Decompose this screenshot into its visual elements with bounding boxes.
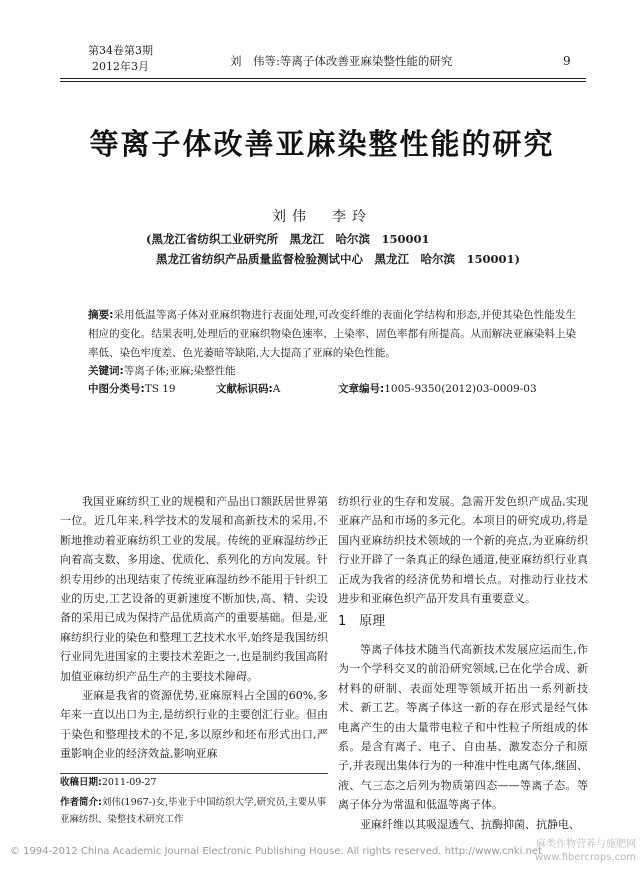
running-title: 刘 伟等:等离子体改善亚麻染整性能的研究: [230, 54, 453, 68]
paper-title: 等离子体改善亚麻染整性能的研究: [89, 127, 555, 161]
document-code: [216, 380, 280, 398]
page-number: 9: [563, 54, 571, 68]
clc-label: 中图分类号:: [88, 383, 145, 395]
keywords-text: 等离子体;亚麻;染整性能: [123, 365, 236, 377]
body-paragraph: 等离子体技术随当代高新技术发展应运而生,作为一个学科交叉的前沿研究领域,已在化学合成、新材料的研制、表面处理等领域开拓出一系列新技术、新工艺。等离子体这一新的存在形式是经气体电离产生的由大量带电粒子和中性粒子所组成的体系。是含有离子、电子、自由基、激发态分子和原子,并表现出集体行为的一种准中性电离气体,继固、液、气三态之后列为物质第四态——等离子态。等离子体分为常温和低温等离子体。: [338, 643, 588, 812]
right-column-top: [338, 492, 588, 608]
doc-value: A: [272, 383, 281, 395]
affiliation-1: (黑龙江省纺织工业研究所 黑龙江 哈尔滨 150001: [146, 232, 430, 246]
copyright-notice: © 1994-2012 China Academic Journal Electronic Publishing House. All rights reserved. http://www.cnki.net: [10, 846, 542, 857]
abstract-text: 采用低温等离子体对亚麻织物进行表面处理,可改变纤维的表面化学结构和形态,并使其染色性能发生相应的变化。结果表明,处理后的亚麻织物染色速率、上染率、固色率都有所提高。从而解决亚麻染料上染率低、染色牢度差、色光萎暗等缺陷,大大提高了亚麻的染色性能。: [88, 309, 576, 359]
clc-number: [88, 380, 176, 398]
section-heading: 1 原理: [338, 614, 386, 629]
keywords-label: 关键词:: [88, 365, 124, 377]
received-label: 收稿日期:: [60, 777, 102, 788]
bio-text: 刘伟(1967-)女,毕业于中国纺织大学,研究员,主要从事亚麻纺织、染整技术研究工作: [60, 797, 327, 825]
doc-label: 文献标识码:: [216, 383, 273, 395]
body-paragraph: 我国亚麻纺织工业的规模和产品出口额跃居世界第一位。近几年来,科学技术的发展和高新技术的采用,不断地推动着亚麻纺织工业的发展。传统的亚麻湿纺纱正向着高支数、多用途、优质化、系列化的方向发展。针织专用纱的出现结束了传统亚麻湿纺纱不能用于针织工业的历史,工艺设备的更新速度不断加快,高、精、尖设备的采用已成为保持产品优质高产的重要基础。但是,亚麻纺织行业的染色和整理工艺技术水平,始终是我国纺织行业同先进国家的主要技术差距之一,也是制约我国高附加值亚麻纺织产品生产的主要技术障碍。: [60, 495, 328, 683]
author-bio: [60, 794, 328, 828]
received-value: 2011-09-27: [101, 777, 157, 788]
paper-authors: 刘伟 李玲: [272, 209, 372, 225]
left-column: [60, 492, 328, 764]
keywords: [88, 362, 236, 380]
watermark-line-1: 麻类作物营养与施肥网: [536, 839, 636, 850]
right-column-bottom: [338, 640, 588, 834]
bio-label: 作者简介:: [60, 797, 102, 808]
affiliation-2: 黑龙江省纺织产品质量监督检验测试中心 黑龙江 哈尔滨 150001): [156, 252, 520, 266]
received-date: [60, 774, 328, 791]
clc-value: TS 19: [144, 383, 176, 395]
watermark: [535, 838, 636, 864]
watermark-line-2: www.fibercrops.com: [534, 852, 636, 863]
abstract-label: 摘要:: [88, 309, 114, 321]
body-paragraph: 亚麻纤维以其吸湿透气、抗酶抑菌、抗静电、: [360, 817, 580, 831]
journal-volume: 第34卷第3期: [88, 44, 153, 57]
header-rule-double: [60, 81, 586, 82]
header-rule: [60, 78, 586, 79]
journal-date: 2012年3月: [92, 60, 149, 73]
article-value: 1005-9350(2012)03-0009-03: [384, 383, 537, 395]
body-paragraph: 纺织行业的生存和发展。急需开发色织产成品,实现亚麻产品和市场的多元化。本项目的研究成功,将是国内亚麻纺织技术领域的一个新的亮点,为亚麻纺织行业开辟了一条真正的绿色通道,使亚麻纺织行业真正成为我省的经济优势和增长点。对推动行业技术进步和亚麻色织产品开发具有重要意义。: [338, 495, 588, 606]
abstract: [88, 306, 576, 363]
article-label: 文章编号:: [338, 383, 385, 395]
body-paragraph: 亚麻是我省的资源优势,亚麻原料占全国的60%,多年来一直以出口为主,是纺织行业的主要创汇行业。但由于染色和整理技术的不足,多以原纱和坯布形式出口,严重影响企业的经济效益,影响亚麻: [60, 689, 328, 761]
article-number: [338, 380, 537, 398]
